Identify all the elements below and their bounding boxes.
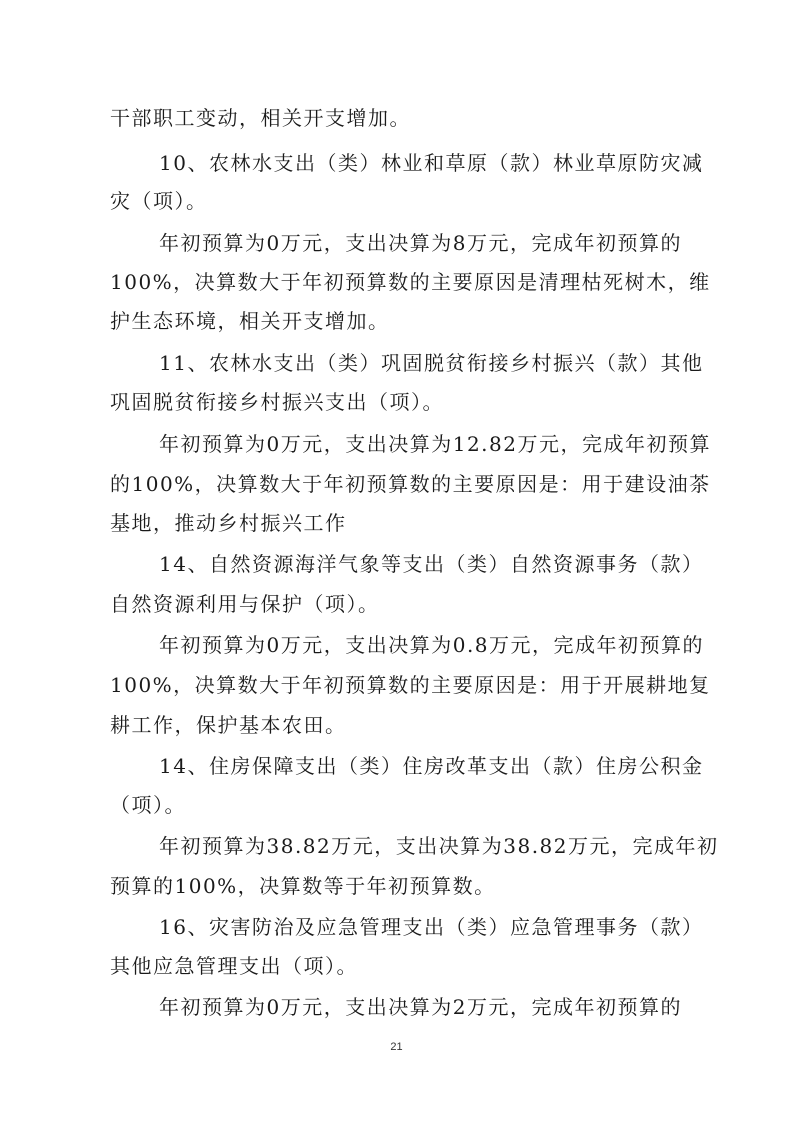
text-line: 灾（项）。 [110,189,208,213]
section-heading: 10、农林水支出（类）林业和草原（款）林业草原防灾减 [159,151,704,175]
text-line: 自然资源利用与保护（项）。 [110,592,380,616]
text-line: 的100%，决算数大于年初预算数的主要原因是：用于建设油茶 [110,472,711,496]
text-line: 年初预算为0万元，支出决算为0.8万元，完成年初预算的 [159,633,705,657]
text-line: 护生态环境，相关开支增加。 [110,309,390,333]
text-line: 100%，决算数大于年初预算数的主要原因是：用于开展耕地复 [110,673,711,697]
text-line: 巩固脱贫衔接乡村振兴支出（项）。 [110,390,444,414]
section-heading: 14、自然资源海洋气象等支出（类）自然资源事务（款） [159,552,704,576]
text-line: 年初预算为0万元，支出决算为8万元，完成年初预算的 [159,231,682,255]
text-line: （项）。 [110,793,186,817]
text-line: 年初预算为0万元，支出决算为2万元，完成年初预算的 [159,995,682,1019]
text-line: 年初预算为38.82万元，支出决算为38.82万元，完成年初 [159,834,719,858]
section-heading: 16、灾害防治及应急管理支出（类）应急管理事务（款） [159,915,704,939]
section-heading: 14、住房保障支出（类）住房改革支出（款）住房公积金 [159,754,704,778]
text-line: 干部职工变动，相关开支增加。 [110,106,411,130]
text-line: 基地，推动乡村振兴工作 [110,511,347,535]
section-heading: 11、农林水支出（类）巩固脱贫衔接乡村振兴（款）其他 [159,351,704,375]
text-line: 年初预算为0万元，支出决算为12.82万元，完成年初预算 [159,432,711,456]
text-line: 预算的100%，决算数等于年初预算数。 [110,874,496,898]
page-number: 21 [390,1041,403,1053]
text-line: 耕工作，保护基本农田。 [110,713,347,737]
text-line: 100%，决算数大于年初预算数的主要原因是清理枯死树木，维 [110,270,711,294]
text-line: 其他应急管理支出（项）。 [110,954,358,978]
